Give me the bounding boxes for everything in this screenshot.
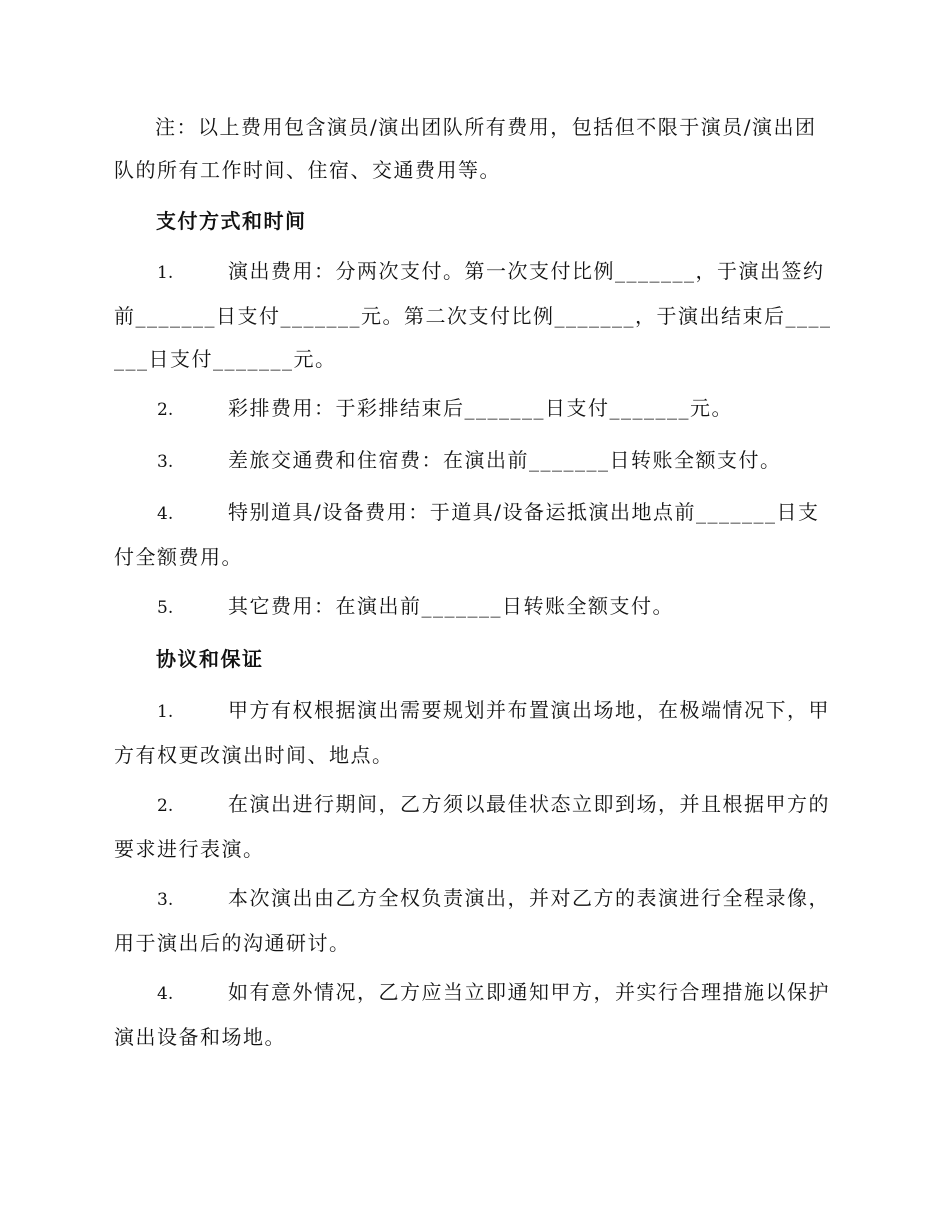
payment-item-1 bbox=[114, 250, 836, 381]
payment-section-heading: 支付方式和时间 bbox=[156, 209, 307, 233]
payment-item-2-text: 彩排费用：于彩排结束后_______日支付_______元。 bbox=[228, 396, 733, 420]
payment-item-1-text: 演出费用：分两次支付。第一次支付比例_______，于演出签约前_______日支付_______元。第二次支付比例_______，于演出结束后_______日支付_______元。 bbox=[114, 259, 832, 371]
agreement-item-1-number: 1. bbox=[157, 702, 174, 722]
fee-note-paragraph: 注：以上费用包含演员/演出团队所有费用，包括但不限于演员/演出团队的所有工作时间、住宿、交通费用等。 bbox=[114, 115, 817, 182]
agreement-item-4-number: 4. bbox=[157, 984, 174, 1004]
agreement-item-2-number: 2. bbox=[157, 796, 174, 816]
payment-item-5 bbox=[114, 585, 836, 630]
agreement-item-2-text: 在演出进行期间，乙方须以最佳状态立即到场，并且根据甲方的要求进行表演。 bbox=[114, 792, 830, 861]
agreement-item-4-text: 如有意外情况，乙方应当立即通知甲方，并实行合理措施以保护演出设备和场地。 bbox=[114, 980, 830, 1049]
agreement-item-3-number: 3. bbox=[157, 890, 174, 910]
payment-item-4-text: 特别道具/设备费用：于道具/设备运抵演出地点前_______日支付全额费用。 bbox=[114, 500, 820, 569]
agreement-item-1-text: 甲方有权根据演出需要规划并布置演出场地，在极端情况下，甲方有权更改演出时间、地点。 bbox=[114, 698, 830, 767]
agreement-item-3 bbox=[114, 877, 836, 965]
agreement-item-3-text: 本次演出由乙方全权负责演出，并对乙方的表演进行全程录像，用于演出后的沟通研讨。 bbox=[114, 886, 830, 955]
payment-item-3 bbox=[114, 439, 836, 484]
payment-item-4-number: 4. bbox=[157, 504, 174, 524]
agreement-item-4 bbox=[114, 971, 836, 1059]
agreement-item-1 bbox=[114, 689, 836, 777]
payment-item-2-number: 2. bbox=[157, 400, 174, 420]
agreement-item-2 bbox=[114, 783, 836, 871]
payment-item-3-text: 差旅交通费和住宿费：在演出前_______日转账全额支付。 bbox=[228, 448, 782, 472]
payment-item-3-number: 3. bbox=[157, 452, 174, 472]
payment-item-2 bbox=[114, 387, 836, 432]
agreement-section-heading: 协议和保证 bbox=[156, 647, 264, 671]
payment-item-4 bbox=[114, 491, 836, 579]
payment-item-1-number: 1. bbox=[157, 263, 174, 283]
payment-item-5-text: 其它费用：在演出前_______日转账全额支付。 bbox=[228, 594, 674, 618]
payment-item-5-number: 5. bbox=[157, 598, 174, 618]
